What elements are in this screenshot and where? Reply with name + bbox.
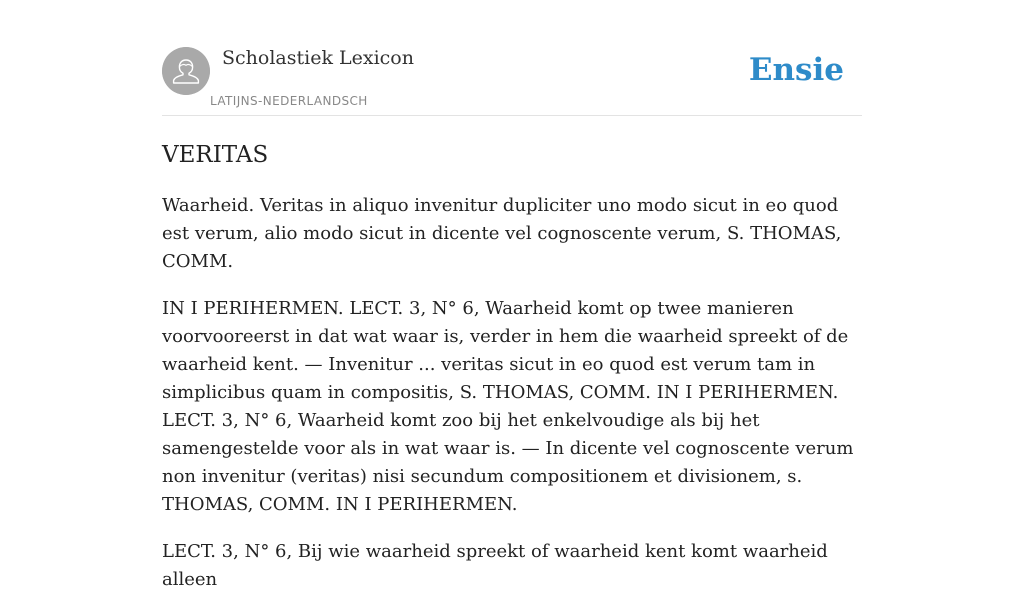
user-icon: [162, 47, 210, 95]
header: [162, 0, 862, 116]
entry-paragraph: IN I PERIHERMEN. LECT. 3, N° 6, Waarheid komt op twee manieren voorvooreerst in dat wat waar is, verder in hem die waarheid spreekt of de waarheid kent. — Invenitur ... veritas sicut in eo quod est verum tam in simplicibus quam in compositis, S. THOMAS, COMM. IN I PERIHERMEN. LECT. 3, N° 6, Waarheid komt zoo bij het enkelvoudige als bij het samengestelde voor als in wat waar is. — In dicente vel cognoscente verum non invenitur (veritas) nisi secundum compositionem et divisionem, s. THOMAS, COMM. IN I PERIHERMEN.: [162, 298, 854, 515]
page: [162, 0, 862, 590]
ensie-logo[interactable]: Ensie: [748, 52, 844, 88]
entry-paragraph: LECT. 3, N° 6, Bij wie waarheid spreekt of waarheid kent komt waarheid alleen: [162, 541, 828, 590]
book-subtitle: LATIJNS-NEDERLANDSCH: [210, 94, 368, 108]
entry-paragraph: Waarheid. Veritas in aliquo invenitur dupliciter uno modo sicut in eo quod est verum, alio modo sicut in dicente vel cognoscente verum, S. THOMAS, COMM.: [162, 195, 842, 272]
avatar[interactable]: [162, 47, 210, 95]
book-title[interactable]: Scholastiek Lexicon: [222, 47, 414, 69]
entry-title: VERITAS: [162, 142, 269, 168]
entry-body: [162, 192, 867, 613]
